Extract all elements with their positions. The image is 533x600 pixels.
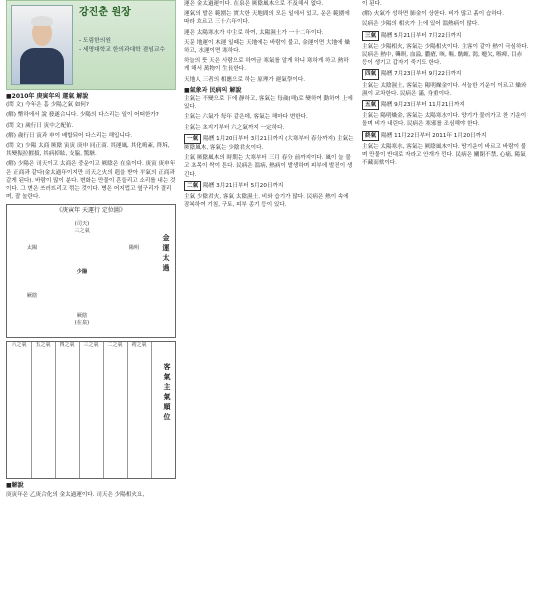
section-title: ■氣象과 民病의 解說: [184, 86, 242, 94]
table-column: 四之氣: [55, 342, 80, 478]
paragraph: (問 文) 歲行日 寅中之配佑.: [6, 122, 74, 129]
period-heading: [362, 100, 529, 110]
paragraph: 主氣 少陰君火, 客氣 太陰濕土. 비와 습기가 많다. 民病은 熱이 속에 잠복하여 기침, 구토, 피부 종기 등이 있다.: [184, 194, 349, 209]
label-sitian: (司天): [74, 221, 90, 228]
period-label: 一氣: [184, 134, 201, 144]
paragraph: 天地人 三者의 相應으로 하는 原理가 運氣學이다.: [184, 76, 306, 83]
table-column: 六之氣: [7, 342, 32, 478]
period-label: 三氣: [362, 31, 379, 41]
label-jueyin: 厥陰: [76, 313, 88, 320]
column-middle: [184, 0, 354, 211]
paragraph: (解) 火氣가 성하면 肺金이 상한다. 비가 많고 흙이 습하다.: [362, 11, 504, 18]
author-title-line: - 세명대학교 한의과대학 겸임교수: [79, 47, 166, 53]
paragraph: 하늘의 뜻 天은 사람으로 하여금 寒氣를 알게 하니 寒하게 하고 熱하게 해서 萬物이 生長한다.: [184, 58, 349, 73]
paragraph: 運은 太陽寒水가 中主로 하여, 太陽濕土가 一十二年이다.: [184, 29, 324, 36]
period-label: 終氣: [362, 131, 379, 141]
diagram-top: [62, 221, 102, 235]
paragraph: 民病은 少陽의 相火가 上에 있어 溫熱病이 많다.: [362, 21, 480, 28]
paragraph: (解) 幣하에서 說 發遂合니다. 少陽의 다스리는 일이 어떠한가?: [6, 112, 159, 119]
position-diagram: [6, 204, 176, 338]
paragraph: 主氣는 六氣가 每年 같은데, 客氣는 해마다 변한다.: [184, 114, 308, 121]
table-column: 二之氣: [103, 342, 128, 478]
period-label: 五氣: [362, 100, 379, 110]
period-label: 四氣: [362, 69, 379, 79]
period-heading: [184, 134, 354, 152]
period-dates: 陽曆 7月23日부터 9月22日까지: [381, 71, 462, 78]
author-title-line: - 도림한의원: [79, 38, 111, 44]
paragraph: 主氣는 陽明燥金, 客氣는 太陽寒水이다. 양기가 물러가고 찬 기운이 돌며 비가 내린다. 民病은 寒邪를 조심해야 한다.: [362, 113, 527, 128]
diagram-side-label: 金運太過: [162, 234, 170, 273]
diagram-left: 厥陰: [26, 293, 38, 300]
author-titles: [79, 37, 165, 55]
diagram-right: 陽明: [128, 245, 140, 252]
paragraph: 主氣는 不變으로 下에 靜하고, 客氣는 每歲(해)로 變하여 動하여 上에 있다.: [184, 96, 353, 111]
paragraph: (解) 歲行日 寅과 申이 배합되어 다스리는 해입니다.: [6, 132, 133, 139]
paragraph: 主氣는 太陽寒水, 客氣는 厥陰風木이다. 땅기운이 바르고 바람이 불며 만물이 반대로 자라고 안개가 낀다. 民病은 關閉不禁, 心痛, 陽氣不藏而欬이다.: [362, 143, 527, 167]
paragraph: (問 文) 今年은 흠 少陽之氣 如何?: [6, 102, 89, 109]
table-side-label: 客氣主氣順位: [163, 363, 171, 422]
period-heading: [362, 69, 529, 79]
author-photo: [11, 5, 73, 85]
table-column: 五之氣: [31, 342, 56, 478]
period-dates: 陽曆 3月21日부터 5月20日까지: [203, 182, 284, 189]
paragraph: 天문 地運이 木運 일때는 天地에는 바람이 불고, 金運이면 大地에 燥하고, 水運이면 寒하다.: [184, 39, 350, 55]
period-dates: 陽曆 11月22日부터 2011年 1月20日까지: [381, 132, 487, 139]
table-column: 三之氣: [79, 342, 104, 478]
paragraph: 庚寅年은 乙庚合化의 金太過運이다. 司天은 少陽相火요,: [6, 491, 145, 498]
qi-order-table: [6, 341, 176, 479]
section-title: ■解說: [6, 482, 24, 490]
column-right: [362, 0, 529, 169]
label-zaiquan: (在泉): [74, 320, 90, 327]
paragraph: 運氣의 발은 範圍는 實大한 天地間의 모든 일에서 있고, 운은 範圍에 따라 흐르고 三十六年이다.: [184, 11, 350, 26]
author-name: 강진춘 원장: [79, 7, 131, 18]
diagram-center: 少陽: [76, 269, 88, 276]
period-label: 二氣: [184, 181, 201, 191]
period-dates: 陽曆 1月20日부터 3月21日까지 (大寒부터 春分까지) 主氣는 厥陰風木, 客氣는 少陰君火이다.: [184, 135, 354, 152]
period-dates: 陽曆 9月23日부터 11月21日까지: [381, 102, 465, 109]
paragraph: 主氣는 少陽相火, 客氣는 少陽相火이다. 主客이 같아 熱이 극심하다. 民病은 熱中, 聾暝, 血溢, 膿瘡, 咳, 嘔, 鼽衄, 渴, 嚏欠, 喉痺, 目赤 등이 생기고 갑자기 죽기도 한다.: [362, 43, 529, 67]
table-column: 初之氣: [127, 342, 152, 478]
period-heading: [184, 181, 354, 191]
diagram-title: 《庚寅年 天運行 定位圖》: [56, 207, 126, 215]
section-title: ■2010年 庚寅年의 運氣 解說: [6, 93, 89, 100]
profile-header: [6, 0, 176, 90]
paragraph: 主氣는 太陰濕土, 客氣는 陽明燥金이다. 서늘한 기운이 이르고 燥와 濕이 교차한다. 民病은 滿, 身重이다.: [362, 82, 527, 97]
paragraph: 主氣는 초지기부터 六之氣까지 一定하다.: [184, 124, 285, 131]
column-left: [6, 0, 176, 501]
diagram-bottom: [62, 313, 102, 327]
paragraph: 이 된다.: [362, 1, 382, 7]
period-dates: 陽曆 5月21日부터 7月22日까지: [381, 32, 462, 39]
paragraph: (解) 少陽은 司天이고 太商은 중운이고 厥陰은 在泉이다. 庚寅 庚申年은 正商과 같다(金太過年이지만 司天之火의 剋을 받아 平氣의 正商과 같게 된다). 바람이 많이 분다. 변화는 만물이 흔들리고 소리를 내는 것이다. 그 변은 쓰러뜨리고 꺾는 것이다. 병은 어지럽고 옆구리가 결리며, 잘 놀란다.: [6, 161, 176, 201]
paragraph: 運은 金太過運이다. 在泉은 厥陰風木으로 不及해서 없다.: [184, 1, 324, 7]
period-heading: [362, 131, 529, 141]
label-third-qi: 三之氣: [74, 228, 90, 235]
period-heading: [362, 31, 529, 41]
paragraph: 主氣 厥陰風木의 時期는 大寒부터 三月 春分 前까지이다. 風이 늘 불고 초목이 싹이 튼다. 民病은 溫病, 熱病이 발생하며 피부에 발진이 생긴다.: [184, 155, 353, 178]
paragraph: (問 文) 少陽 太商 厥陰 寅寅 庚申 同正商. 其運風, 其化鳴紊, 啓坼, 其變振拉摧拔, 其病掉眩, 支脇, 驚駭.: [6, 143, 170, 158]
diagram-left-top: 太陽: [26, 245, 38, 252]
